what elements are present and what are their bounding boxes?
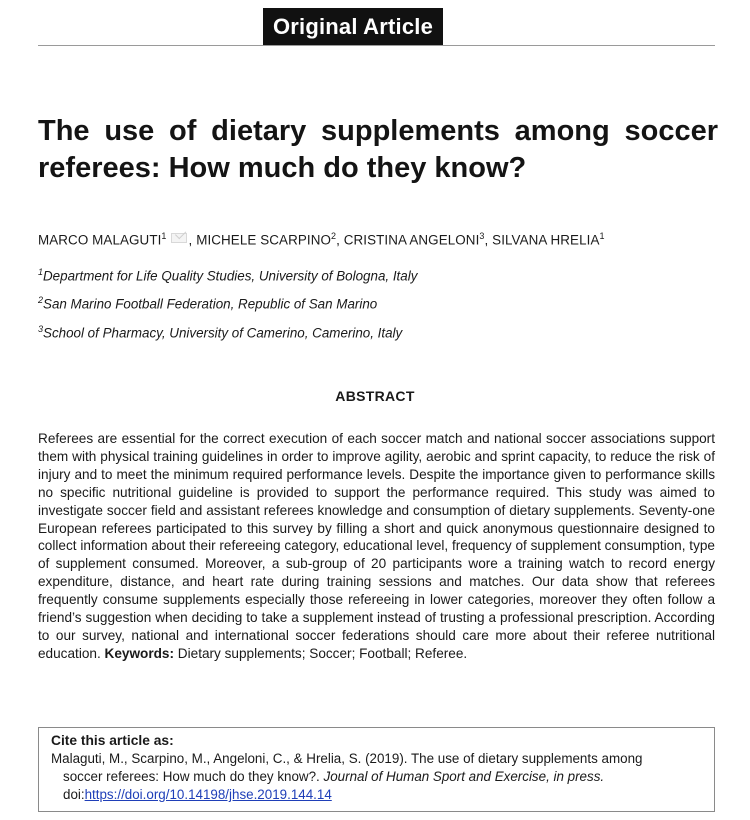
- article-type-banner: [263, 8, 443, 46]
- affiliation-marker: 2: [38, 295, 44, 306]
- affiliation-text: Department for Life Quality Studies, University of Bologna, Italy: [43, 268, 418, 284]
- affiliation-marker: 3: [38, 323, 44, 334]
- citation-heading: Cite this article as:: [51, 733, 174, 748]
- author-name: CRISTINA ANGELONI: [343, 232, 480, 248]
- affiliation-list: [38, 260, 718, 345]
- citation-line: Malaguti, M., Scarpino, M., Angeloni, C., & Hrelia, S. (2019). The use of dietary supplements among: [51, 751, 643, 766]
- mail-icon[interactable]: [171, 233, 187, 243]
- author-name: MARCO MALAGUTI: [38, 232, 162, 248]
- author-list: MARCO MALAGUTI$^1$ , MICHELE SCARPINO$^2$, CRISTINA ANGELONI$^3$, SILVANA HRELIA$^1$: [38, 231, 605, 248]
- author-affiliation-marker: 3: [479, 231, 485, 241]
- author-name: MICHELE SCARPINO: [196, 232, 331, 248]
- abstract-body: [38, 430, 715, 663]
- author-affiliation-marker: 1: [161, 231, 167, 241]
- keywords-label: Keywords:: [104, 645, 175, 661]
- abstract-text: Referees are essential for the correct execution of each soccer match and national soccer associations support them with physical training guidelines in order to improve agility, aerobic and sprint capacity, to reduce the risk of injury and to meet the minimum required performance levels. Despite the importance given to performance skills no specific nutritional guideline is provided to support the performance required. This study was aimed to investigate soccer field and assistant referees knowledge and consumption of dietary supplements. Seventy-one European referees participated to this survey by filling a short and quick anonymous questionnaire designed to collect information about their refereeing category, educational level, frequency of supplement consumption, type of supplement consumed. Moreover, a sub-group of 20 participants wore a training watch to record energy expenditure, distance, and heart rate during training sessions and matches. Our data show that referees frequently consume supplements especially those refereeing in lower categories, moreover they often follow a friend’s suggestion when deciding to take a supplement instead of trusting a professional prescription. According to our survey, national and international soccer federations should care more about their referee nutritional education.: [38, 431, 715, 661]
- affiliation-item: [38, 317, 718, 345]
- abstract-heading: ABSTRACT: [335, 388, 415, 404]
- article-title: The use of dietary supplements among soccer referees: How much do they know?: [38, 115, 718, 184]
- doi-link[interactable]: https://doi.org/10.14198/jhse.2019.144.14: [84, 787, 332, 802]
- affiliation-item: [38, 288, 718, 316]
- citation-box: [38, 727, 715, 812]
- affiliation-item: [38, 260, 718, 288]
- author-name: SILVANA HRELIA: [492, 232, 600, 248]
- keywords-text: Dietary supplements; Soccer; Football; Referee.: [177, 645, 468, 661]
- author-affiliation-marker: 2: [330, 231, 337, 241]
- affiliation-text: School of Pharmacy, University of Camerino, Camerino, Italy: [43, 325, 403, 341]
- header-divider: [38, 45, 715, 46]
- article-type-label: Original Article: [272, 14, 434, 39]
- citation-continuation: [51, 768, 704, 804]
- citation-text: [51, 750, 704, 804]
- affiliation-text: San Marino Football Federation, Republic of San Marino: [43, 296, 378, 312]
- author-affiliation-marker: 1: [599, 231, 605, 241]
- doi-label: doi:: [63, 787, 85, 802]
- affiliation-marker: 1: [38, 267, 44, 277]
- citation-title-end: soccer referees: How much do they know?.: [63, 769, 320, 784]
- citation-journal: Journal of Human Sport and Exercise, in press.: [323, 769, 605, 784]
